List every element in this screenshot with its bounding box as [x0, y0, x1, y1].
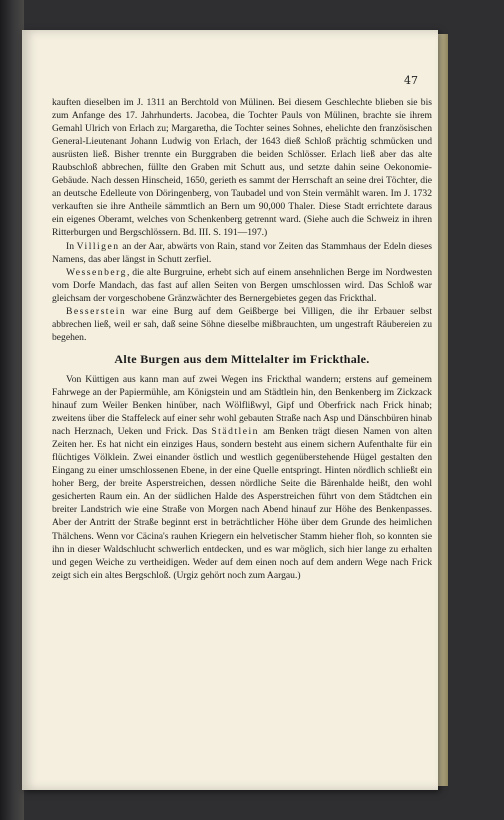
- place-name-besserstein: Besserstein: [66, 305, 127, 317]
- place-name-wessenberg: Wessenberg: [66, 266, 127, 278]
- book-binding-edge: [0, 0, 24, 820]
- paragraph-frickthal: [52, 373, 432, 582]
- paragraph-wessenberg-text: , die alte Burgruine, erhebt sich auf einem ansehnlichen Berge im Nordwesten vom Dorfe Mandach, das fast auf allen Seiten von Bergen umschlossen wird. Das Schloß war gleichsam der vorgeschobene Gränzwächter des Bernergebietes gegen das Frickthal.: [52, 266, 432, 304]
- paragraph-history: kauften dieselben im J. 1311 an Berchtold von Mülinen. Bei diesem Geschlechte blieben sie bis zum Anfange des 17. Jahrhunderts. Jacobea, die Tochter Pauls von Mülinen, brachte sie ihrem Gemahl Ulrich von Erlach zu; Margaretha, die Tochter seines Sohnes, ehelichte den französischen General-Lieutenant Johann Ludwig von Erlach, der 1643 dieß Schloß prächtig schmücken und ausrüsten ließ. Bisher trennte ein Burggraben die beiden Schlösser. Erlach ließ aber das alte Raubschloß abbrechen, füllte den Graben mit Schutt aus, und setzte dahin seine Oekonomie-Gebäude. Nach dessen Hinscheid, 1650, gerieth es sammt der Herrschaft an seine drei Töchter, die an deutsche Edelleute von Döringenberg, von Taubadel und von Stein vermählt waren. Im J. 1732 verkauften sie ihre Antheile sämmtlich an Bern um 90,000 Thaler. Diese Stadt errichtete daraus ein eigenes Oberamt, welches von Schenkenberg getrennt ward. (Siehe auch die Schweiz in ihren Ritterburgen und Bergschlössern. Bd. III. S. 191—197.): [52, 97, 432, 239]
- paragraph-villigen: [52, 240, 432, 266]
- book-page: [22, 30, 438, 790]
- page-number: 47: [404, 74, 418, 87]
- paragraph-villigen-prefix: In: [66, 240, 77, 252]
- place-name-staedtlein-2: Städtlein: [211, 426, 259, 438]
- section-heading: Alte Burgen aus dem Mittelalter im Frickthale.: [114, 351, 370, 366]
- paragraph-villigen-text: an der Aar, abwärts von Rain, stand vor Zeiten das Stammhaus der Edeln dieses Namens, das aber längst in Schutt zerfiel.: [52, 240, 433, 265]
- place-name-villigen: Villigen: [76, 240, 120, 252]
- paragraph-frickthal-text-2: hin, den Benkenberg im Zickzack hinauf zum Weiler Benken hinüber, nach Wölflißwyl, Gipf und Oberfrick nach Frick hinab; zweitens über die Staffeleck auf einer sehr wohl gebauten Straße nach Asp und Dänschbüren hinab nach Herznach, Ueken und Frick. Das: [52, 386, 432, 438]
- paragraph-besserstein: [52, 305, 432, 344]
- page-body: [52, 96, 432, 582]
- paragraph-wessenberg: [52, 266, 432, 305]
- paragraph-frickthal-text-3: am Benken trägt diesen Namen von alten Zeiten her. Es hat nicht ein einziges Haus, sondern besteht aus einem sichern Aufenthalte für ein flüchtiges Völklein. Zwei einander östlich und westlich gegenüberstehende Hügel gestalten den Eingang zu einer umschlossenen Ebene, in der eine Quelle entspringt. Hinten nördlich schließt ein hoher Berg, der breite Asperstreichen, dessen nördliche Seite die Bärenhalde heißt, den wohl gesicherten Raum ein. An der südlichen Halde des Asperstreichen führt von dem Städtchen ein breiter Landstrich wie eine Straße von Morgen nach Abend hinauf zur Höhe des Benkenpasses. Aber der Antritt der Straße beginnt erst in beträchtlicher Höhe über dem Grunde des heimlichen Thälchens. Wenn vor Cäcina's rauhen Kriegern ein helvetischer Stamm hieher floh, so konnten sie ihn in dieser Waldschlucht schwerlich entdecken, und es war möglich, sich hier lange zu erhalten und gegen Weiche zu vertheidigen. Weder auf dem einen noch auf dem andern Wege nach Frick zeigt sich ein altes Bergschloß. (Urgiz gehört noch zum Aargau.): [52, 426, 432, 581]
- paragraph-besserstein-text: war eine Burg auf dem Geißberge bei Villigen, die ihr Erbauer selbst abbrechen ließ, weil er sah, daß seine Söhne dieselbe mißbrauchten, um ungestraft Räubereien zu begehen.: [52, 305, 432, 343]
- place-name-staedtlein: Städtlein: [264, 386, 299, 398]
- paragraph-frickthal-text-1: Von Küttigen aus kann man auf zwei Wegen ins Frickthal wandern; erstens auf gemeinem Fahrwege an der Papiermühle, am Königstein und am: [52, 373, 432, 398]
